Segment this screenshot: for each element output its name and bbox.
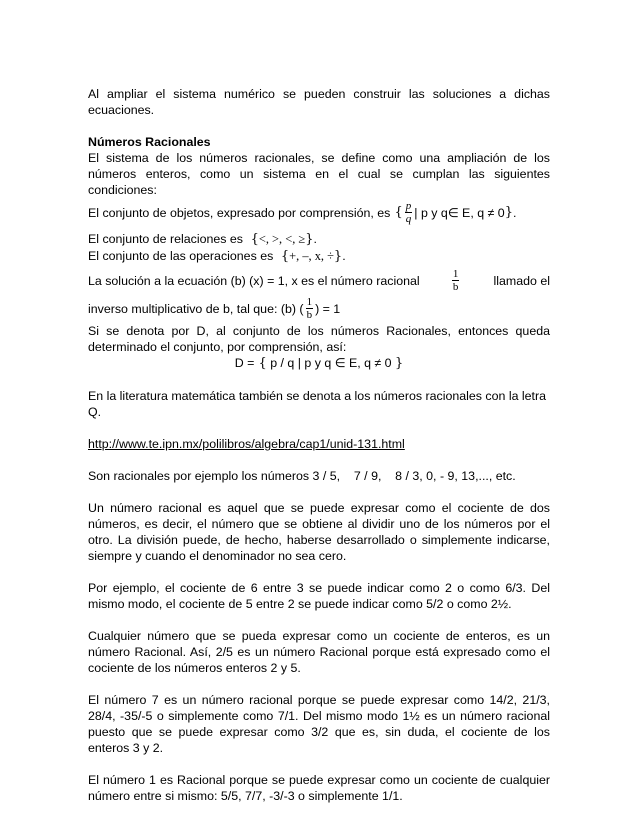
fraction-denominator: b bbox=[452, 281, 459, 293]
reference-link[interactable]: http://www.te.ipn.mx/polilibros/algebra/cap1/unid-131.html bbox=[88, 437, 405, 451]
objects-line bbox=[88, 200, 550, 225]
relations-open-brace: { bbox=[246, 232, 259, 247]
fraction-numerator: p bbox=[405, 200, 412, 212]
relations-end: . bbox=[313, 232, 317, 246]
set-d-prefix: D = bbox=[234, 356, 255, 370]
inverse-suffix: ) = 1 bbox=[315, 301, 341, 316]
open-brace: { bbox=[390, 204, 403, 220]
operations-open-brace: { bbox=[276, 249, 290, 264]
relations-line bbox=[88, 231, 550, 248]
set-d-body: p / q | p y q ∈ E, q ≠ 0 bbox=[266, 356, 396, 370]
section-heading: Números Racionales bbox=[88, 135, 211, 149]
objects-condition: | p y q∈ E, q ≠ 0 bbox=[414, 205, 505, 220]
operations-end: . bbox=[342, 249, 346, 263]
fraction-denominator: b bbox=[306, 309, 313, 321]
fraction-numerator: 1 bbox=[452, 268, 459, 280]
relations-close-brace: } bbox=[305, 232, 314, 247]
operations-prefix: El conjunto de las operaciones es bbox=[88, 249, 274, 263]
any-quotient-paragraph: Cualquier número que se pueda expresar como un cociente de enteros, es un número Racional. Así, 2/5 es un número Racional porque está expresado como el cociente de los números enteros 2 y 5. bbox=[88, 629, 550, 675]
examples-paragraph: Son racionales por ejemplo los números 3 / 5, 7 / 9, 8 / 3, 0, - 9, 13,..., etc. bbox=[88, 469, 516, 483]
definition-paragraph: El sistema de los números racionales, se define como una ampliación de los números enteros, como un sistema en el cual se cumplan las siguientes condiciones: bbox=[88, 151, 550, 197]
one-over-b-fraction bbox=[452, 268, 460, 293]
objects-prefix: El conjunto de objetos, expresado por comprensión, es bbox=[88, 205, 391, 220]
objects-end: . bbox=[512, 205, 517, 220]
solution-line bbox=[88, 268, 550, 293]
reference-link-line bbox=[88, 436, 550, 452]
set-d-definition bbox=[88, 355, 550, 372]
document-page bbox=[88, 86, 550, 804]
set-d-open-brace: { bbox=[254, 356, 267, 371]
fraction-denominator: q bbox=[405, 213, 412, 225]
set-d-close-brace: } bbox=[395, 356, 404, 371]
literature-paragraph: En la literatura matemática también se denota a los números racionales con la letra Q. bbox=[88, 389, 547, 419]
operations-set: +, –, x, ÷ bbox=[289, 249, 334, 263]
number-seven-paragraph: El número 7 es un número racional porque se puede expresar como 14/2, 21/3, 28/4, -35/-5 o simplemente como 7/1. Del mismo modo 1½ es un número racional puesto que se puede expresar como 3/2 que es, sin duda, el cociente de los enteros 3 y 2. bbox=[88, 693, 550, 755]
inverse-fraction bbox=[306, 296, 314, 321]
fraction-numerator: 1 bbox=[306, 296, 313, 308]
relations-prefix: El conjunto de relaciones es bbox=[88, 232, 243, 246]
intro-paragraph: Al ampliar el sistema numérico se pueden construir las soluciones a dichas ecuaciones. bbox=[88, 87, 550, 117]
quotient-example-paragraph: Por ejemplo, el cociente de 6 entre 3 se puede indicar como 2 o como 6/3. Del mismo modo, el cociente de 5 entre 2 se puede indicar como 5/2 o como 2½. bbox=[88, 581, 550, 611]
close-brace: } bbox=[504, 204, 513, 220]
inverse-line bbox=[88, 296, 550, 321]
rational-definition-paragraph: Un número racional es aquel que se puede expresar como el cociente de dos números, es decir, el número que se obtiene al dividir uno de los números por el otro. La división puede, de hecho, haberse desarrollado o simplemente indicarse, siempre y cuando el denominador no sea cero. bbox=[88, 501, 550, 563]
inverse-prefix: inverso multiplicativo de b, tal que: (b) ( bbox=[88, 301, 304, 316]
set-d-paragraph: Si se denota por D, al conjunto de los números Racionales, entonces queda determinado el conjunto, por comprensión, así: bbox=[88, 324, 550, 354]
solution-text: La solución a la ecuación (b) (x) = 1, x es el número racional bbox=[88, 273, 420, 288]
operations-close-brace: } bbox=[333, 249, 343, 264]
solution-after: llamado el bbox=[493, 273, 550, 288]
operations-line bbox=[88, 248, 550, 265]
p-over-q-fraction bbox=[405, 200, 413, 225]
number-one-paragraph: El número 1 es Racional porque se puede expresar como un cociente de cualquier número entre si mismo: 5/5, 7/7, -3/-3 o simplemente 1/1. bbox=[88, 773, 550, 803]
relations-set: <, >, <, ≥ bbox=[258, 232, 306, 246]
